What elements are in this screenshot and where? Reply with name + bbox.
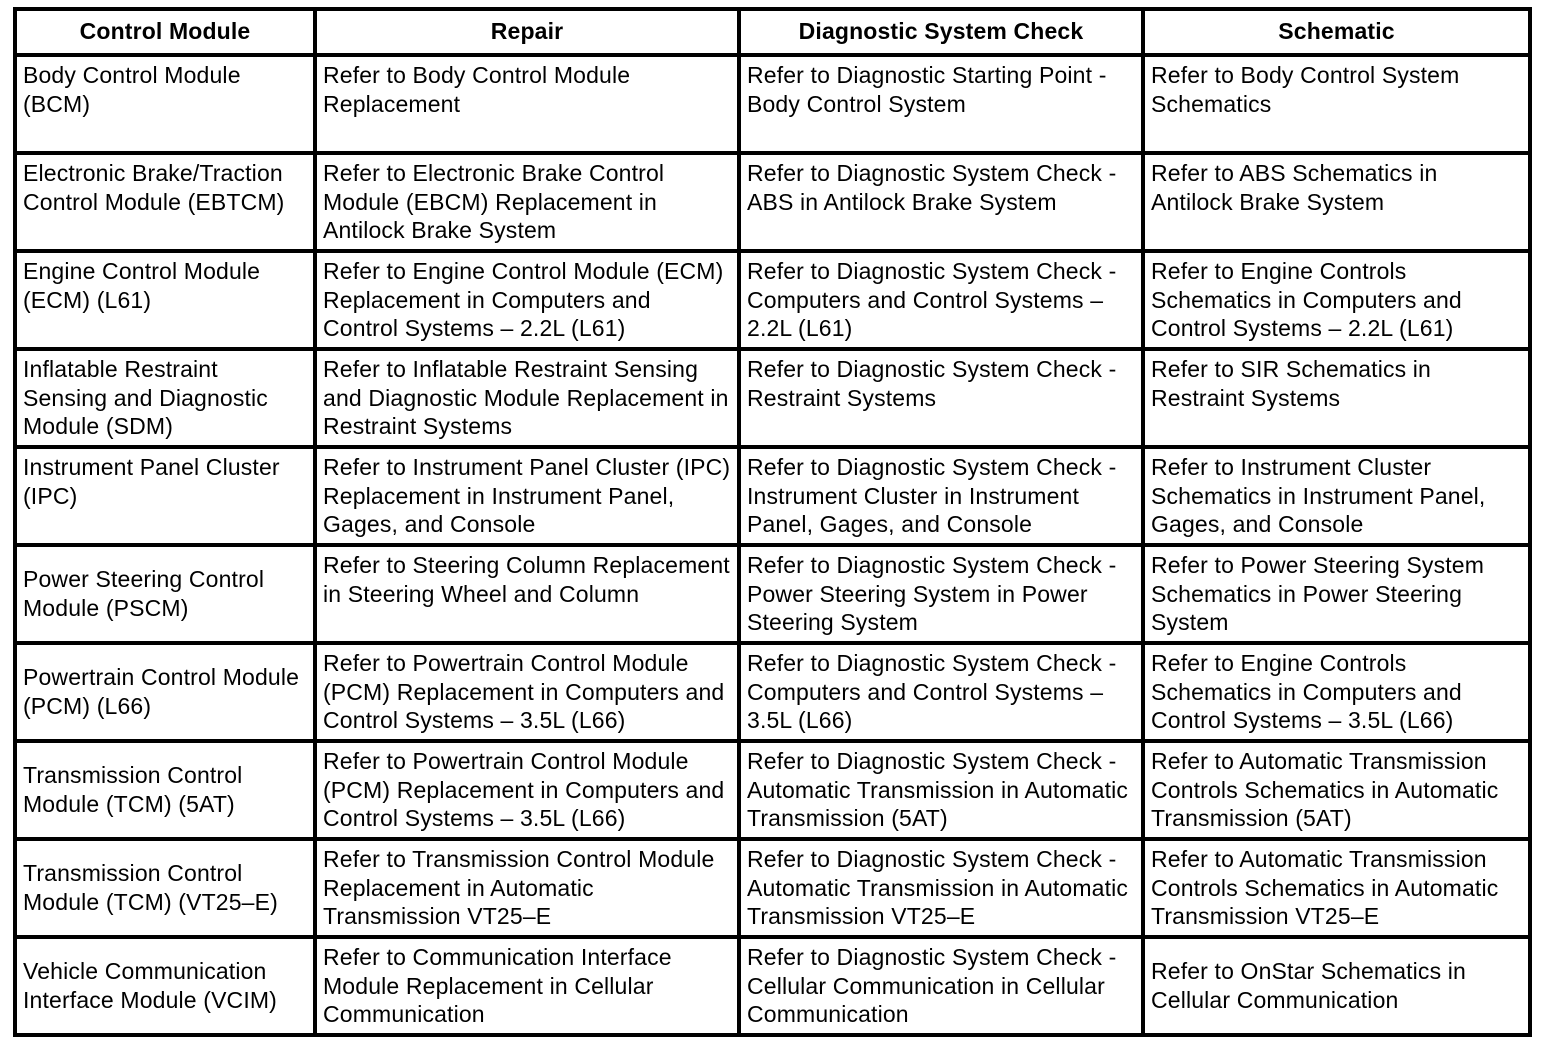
table-row: [15, 643, 1530, 741]
table-row: [15, 741, 1530, 839]
cell-schematic: Refer to Power Steering System Schematics in Power Steering System: [1143, 545, 1530, 643]
cell-schematic: Refer to Engine Controls Schematics in Computers and Control Systems – 3.5L (L66): [1143, 643, 1530, 741]
cell-diagnostic: Refer to Diagnostic Starting Point - Body Control System: [739, 55, 1143, 153]
cell-schematic: Refer to Automatic Transmission Controls Schematics in Automatic Transmission VT25–E: [1143, 839, 1530, 937]
cell-module: Transmission Control Module (TCM) (VT25–E): [15, 839, 315, 937]
cell-repair: Refer to Electronic Brake Control Module (EBCM) Replacement in Antilock Brake System: [315, 153, 739, 251]
cell-diagnostic: Refer to Diagnostic System Check - Computers and Control Systems – 3.5L (L66): [739, 643, 1143, 741]
cell-schematic: Refer to Automatic Transmission Controls Schematics in Automatic Transmission (5AT): [1143, 741, 1530, 839]
cell-repair: Refer to Inflatable Restraint Sensing and Diagnostic Module Replacement in Restraint Systems: [315, 349, 739, 447]
table-row: [15, 937, 1530, 1035]
cell-diagnostic: Refer to Diagnostic System Check - Power Steering System in Power Steering System: [739, 545, 1143, 643]
cell-diagnostic: Refer to Diagnostic System Check - Instrument Cluster in Instrument Panel, Gages, and Console: [739, 447, 1143, 545]
control-module-table: [13, 7, 1532, 1037]
cell-module: Transmission Control Module (TCM) (5AT): [15, 741, 315, 839]
cell-module: Instrument Panel Cluster (IPC): [15, 447, 315, 545]
cell-module: Body Control Module (BCM): [15, 55, 315, 153]
cell-schematic: Refer to SIR Schematics in Restraint Systems: [1143, 349, 1530, 447]
cell-diagnostic: Refer to Diagnostic System Check - Computers and Control Systems –2.2L (L61): [739, 251, 1143, 349]
cell-diagnostic: Refer to Diagnostic System Check - ABS in Antilock Brake System: [739, 153, 1143, 251]
cell-diagnostic: Refer to Diagnostic System Check - Cellular Communication in Cellular Communication: [739, 937, 1143, 1035]
cell-schematic: Refer to OnStar Schematics in Cellular Communication: [1143, 937, 1530, 1035]
header-repair: Repair: [315, 9, 739, 55]
cell-diagnostic: Refer to Diagnostic System Check - Automatic Transmission in Automatic Transmission (5AT): [739, 741, 1143, 839]
cell-module: Inflatable Restraint Sensing and Diagnostic Module (SDM): [15, 349, 315, 447]
cell-module: Electronic Brake/Traction Control Module (EBTCM): [15, 153, 315, 251]
cell-repair: Refer to Instrument Panel Cluster (IPC) Replacement in Instrument Panel, Gages, and Console: [315, 447, 739, 545]
cell-schematic: Refer to Body Control System Schematics: [1143, 55, 1530, 153]
cell-repair: Refer to Communication Interface Module Replacement in Cellular Communication: [315, 937, 739, 1035]
cell-diagnostic: Refer to Diagnostic System Check - Restraint Systems: [739, 349, 1143, 447]
cell-module: Engine Control Module (ECM) (L61): [15, 251, 315, 349]
table-row: [15, 251, 1530, 349]
table-row: [15, 839, 1530, 937]
cell-repair: Refer to Body Control Module Replacement: [315, 55, 739, 153]
header-diagnostic: Diagnostic System Check: [739, 9, 1143, 55]
header-row: [15, 9, 1530, 55]
cell-repair: Refer to Transmission Control Module Replacement in Automatic Transmission VT25–E: [315, 839, 739, 937]
cell-module: Power Steering Control Module (PSCM): [15, 545, 315, 643]
cell-repair: Refer to Powertrain Control Module (PCM) Replacement in Computers and Control Systems – 3.5L (L66): [315, 643, 739, 741]
header-control-module: Control Module: [15, 9, 315, 55]
cell-schematic: Refer to Instrument Cluster Schematics in Instrument Panel, Gages, and Console: [1143, 447, 1530, 545]
table-row: [15, 153, 1530, 251]
cell-schematic: Refer to ABS Schematics in Antilock Brake System: [1143, 153, 1530, 251]
table-row: [15, 349, 1530, 447]
cell-repair: Refer to Engine Control Module (ECM) Replacement in Computers and Control Systems – 2.2L (L61): [315, 251, 739, 349]
cell-schematic: Refer to Engine Controls Schematics in Computers and Control Systems – 2.2L (L61): [1143, 251, 1530, 349]
cell-diagnostic: Refer to Diagnostic System Check - Automatic Transmission in Automatic Transmission VT25–E: [739, 839, 1143, 937]
cell-module: Vehicle Communication Interface Module (VCIM): [15, 937, 315, 1035]
cell-repair: Refer to Powertrain Control Module (PCM) Replacement in Computers and Control Systems – 3.5L (L66): [315, 741, 739, 839]
table-row: [15, 545, 1530, 643]
cell-repair: Refer to Steering Column Replacement in Steering Wheel and Column: [315, 545, 739, 643]
cell-module: Powertrain Control Module (PCM) (L66): [15, 643, 315, 741]
header-schematic: Schematic: [1143, 9, 1530, 55]
table-row: [15, 447, 1530, 545]
table-row: [15, 55, 1530, 153]
